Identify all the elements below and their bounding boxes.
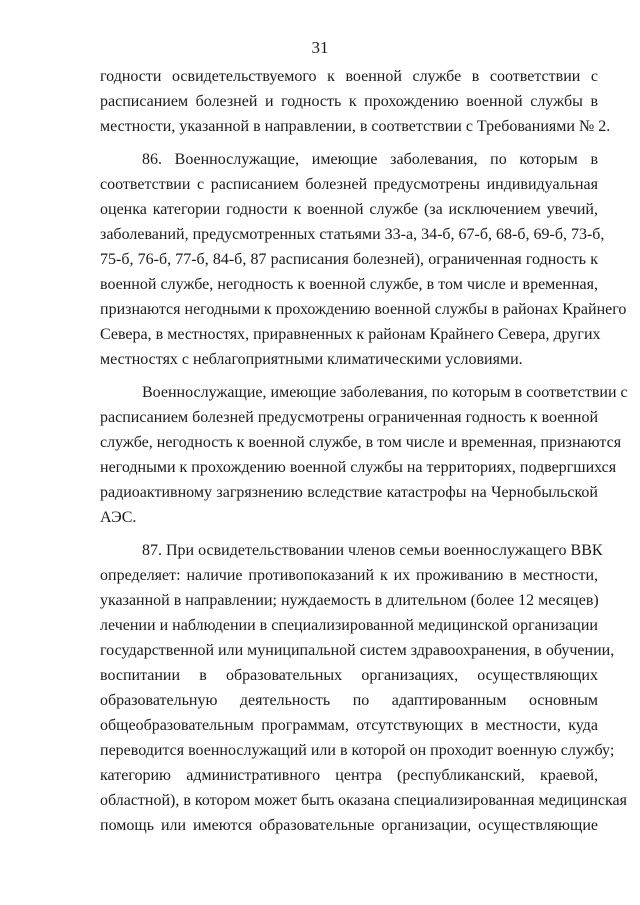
text-line: переводится военнослужащий или в которой он проходит военную службу; <box>100 742 615 759</box>
text-line: АЭС. <box>100 509 137 526</box>
text-line: категорию административного центра (республиканский, краевой, <box>100 767 598 784</box>
text-line: государственной или муниципальной систем здравоохранения, в обучении, <box>100 642 615 659</box>
text-line: местности, указанной в направлении, в соответствии с Требованиями № 2. <box>100 118 611 135</box>
text-line: лечении и наблюдении в специализированной медицинской организации <box>100 617 598 634</box>
text-line: военной службе, негодность к военной службе, в том числе и временная, <box>100 276 598 293</box>
text-line: 87. При освидетельствовании членов семьи военнослужащего ВВК <box>142 542 603 559</box>
document-body <box>100 64 628 838</box>
text-line: признаются негодными к прохождению военной службы в районах Крайнего <box>100 301 627 318</box>
page-number: 31 <box>311 38 329 57</box>
text-line: негодными к прохождению военной службы на территориях, подвергшихся <box>100 459 617 476</box>
text-line: радиоактивному загрязнению вследствие катастрофы на Чернобыльской <box>100 484 598 501</box>
text-line: заболеваний, предусмотренных статьями 33-а, 34-б, 67-б, 68-б, 69-б, 73-б, <box>100 226 605 243</box>
text-line: годности освидетельствуемого к военной службе в соответствии с <box>100 68 598 85</box>
paragraph-continuation <box>100 64 611 139</box>
text-line: воспитании в образовательных организациях, осуществляющих <box>100 667 598 684</box>
text-line: соответствии с расписанием болезней предусмотрены индивидуальная <box>100 176 598 193</box>
text-line: областной), в котором может быть оказана специализированная медицинская <box>100 792 627 809</box>
text-line: 75-б, 76-б, 77-б, 84-б, 87 расписания болезней), ограниченная годность к <box>100 251 598 268</box>
paragraph-87 <box>100 538 627 838</box>
text-line: Военнослужащие, имеющие заболевания, по которым в соответствии с <box>142 384 628 401</box>
text-line: оценка категории годности к военной службе (за исключением увечий, <box>100 201 598 218</box>
paragraph-86 <box>100 147 627 372</box>
text-line: 86. Военнослужащие, имеющие заболевания, по которым в <box>142 151 598 168</box>
paragraph-86-continued <box>100 380 628 530</box>
text-line: Севера, в местностях, приравненных к районам Крайнего Севера, других <box>100 326 601 343</box>
text-line: указанной в направлении; нуждаемость в длительном (более 12 месяцев) <box>100 592 599 609</box>
text-line: определяет: наличие противопоказаний к их проживанию в местности, <box>100 567 598 584</box>
text-line: местностях с неблагоприятными климатическими условиями. <box>100 351 523 368</box>
text-line: расписанием болезней предусмотрены ограниченная годность к военной <box>100 409 598 426</box>
text-line: общеобразовательным программам, отсутствующих в местности, куда <box>100 717 598 734</box>
text-line: помощь или имеются образовательные организации, осуществляющие <box>100 817 598 834</box>
text-line: расписанием болезней и годность к прохождению военной службы в <box>100 93 598 110</box>
text-line: службе, негодность к военной службе, в том числе и временная, признаются <box>100 434 622 451</box>
text-line: образовательную деятельность по адаптированным основным <box>100 692 598 709</box>
